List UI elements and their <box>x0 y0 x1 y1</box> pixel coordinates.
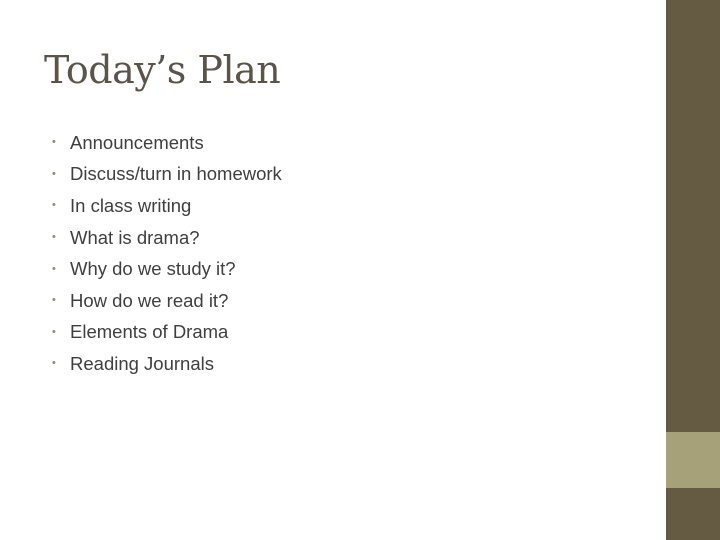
list-item-text: In class writing <box>70 194 192 216</box>
list-item <box>52 348 282 380</box>
bullet-icon: • <box>52 262 56 275</box>
sidebar-band-top <box>666 0 720 432</box>
bullet-icon: • <box>52 357 56 370</box>
bullet-icon: • <box>52 294 56 307</box>
list-item <box>52 190 282 222</box>
bullet-icon: • <box>52 136 56 149</box>
bullet-icon: • <box>52 199 56 212</box>
bullet-icon: • <box>52 325 56 338</box>
slide-title: Today’s Plan <box>44 48 281 92</box>
list-item <box>52 285 282 317</box>
list-item <box>52 317 282 349</box>
bullet-list <box>52 127 282 380</box>
list-item-text: Elements of Drama <box>70 321 229 343</box>
list-item-text: Why do we study it? <box>70 258 236 280</box>
list-item <box>52 222 282 254</box>
list-item-text: Reading Journals <box>70 352 214 374</box>
list-item-text: What is drama? <box>70 226 200 248</box>
bullet-icon: • <box>52 167 56 180</box>
decorative-sidebar <box>666 0 720 540</box>
list-item-text: Announcements <box>70 131 204 153</box>
list-item-text: Discuss/turn in homework <box>70 163 282 185</box>
list-item <box>52 127 282 159</box>
list-item <box>52 159 282 191</box>
sidebar-band-bottom <box>666 488 720 540</box>
list-item <box>52 253 282 285</box>
sidebar-band-accent <box>666 432 720 488</box>
bullet-icon: • <box>52 231 56 244</box>
list-item-text: How do we read it? <box>70 289 229 311</box>
